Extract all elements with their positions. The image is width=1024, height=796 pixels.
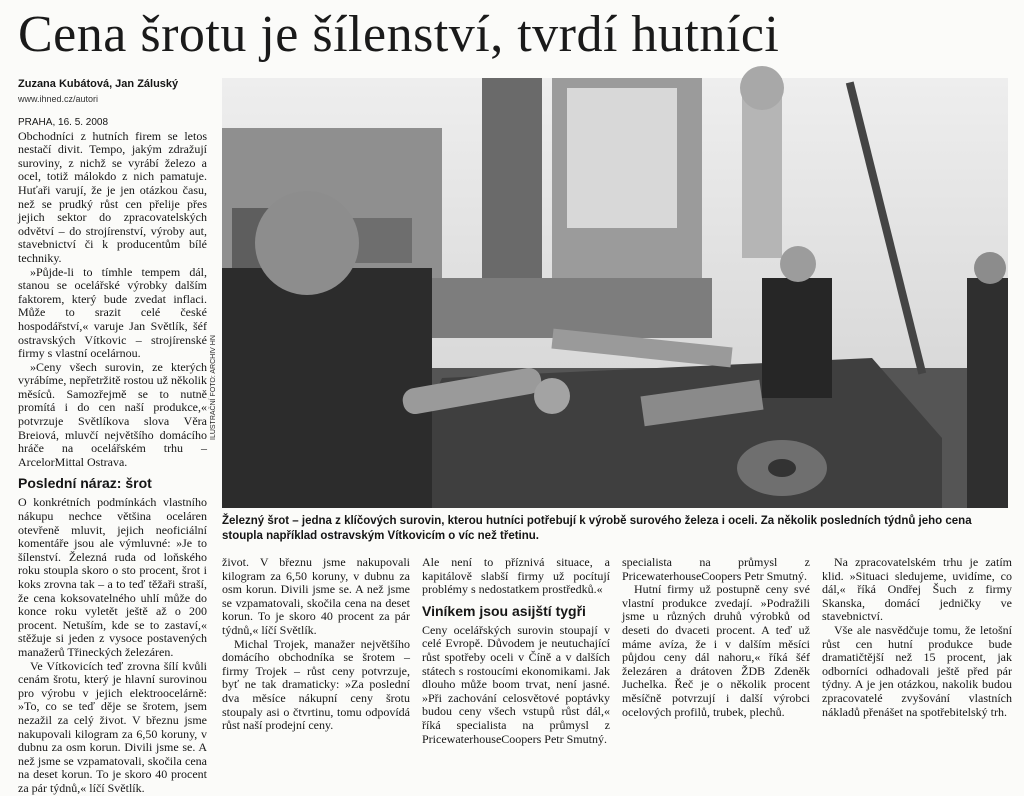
photo-credit: ILUSTRAČNÍ FOTO: ARCHIV HN — [210, 335, 217, 440]
paragraph: specialista na průmysl z PricewaterhouseCoopers Petr Smutný. — [622, 555, 810, 583]
paragraph: Michal Trojek, manažer největšího domácího obchodníka se šrotem – firmy Trojek – růst ceny potvrzuje, byť ne tak dramaticky: »Za poslední dva měsíce nákupní ceny šrotu stoupaly asi o čtvrtinu, tomu odpovídá růst naší prodejní ceny. — [222, 636, 410, 733]
scrap-photo — [222, 78, 1008, 508]
byline-authors: Zuzana Kubátová, Jan Záluský — [18, 78, 179, 90]
paragraph: život. V březnu jsme nakupovali kilogram za 6,50 koruny, v dubnu za osm korun. Divili jsme se. A než jsme se vzpamatovali, skočila cena na deset korun. To je skoro 40 procent za pár týdnů,« líčí Světlík. — [222, 555, 410, 637]
article-column-4 — [622, 556, 810, 746]
paragraph: Ale není to příznivá situace, a kapitálově slabší firmy už pocítují problémy s nedostatkem prostředků.« — [422, 555, 610, 597]
paragraph: »Půjde-li to tímhle tempem dál, stanou se ocelářské výrobky dalším faktorem, který bude zvedat inflaci. Může to srazit celé české hospodářství,« varuje Jan Světlík, šéf ostravských Vítkovic – strojírenské firmy s vlastní ocelárnou. — [18, 264, 207, 361]
photo-caption: Železný šrot – jedna z klíčových surovin, kterou hutníci potřebují k výrobě surového železa i oceli. Za několik posledních týdnů jeho cena stoupla například ostravským Vítkovicím o víc než třetinu. — [222, 515, 972, 542]
subheading: Poslední náraz: šrot — [18, 475, 152, 492]
paragraph: O konkrétních podmínkách vlastního nákupu nechce většina oceláren otevřeně mluvit, jejich neoficiální komentáře jsou ale výmluvné: »Je to šílenství. Železná ruda od loňského roku stoupla skoro o sto procent, šrot i koks zrovna tak – a to teď těžaři straší, že cena koksovatelného uhlí může do konce roku vyletět ještě až o 200 procent. Netuším, kde se to zastaví,« stěžuje si jeden z vysoce postavených manažerů Třineckých železáren. — [18, 495, 207, 659]
paragraph: Ceny ocelářských surovin stoupají v celé Evropě. Důvodem je neutuchající růst spotřeby oceli v Číně a v dalších státech s rostoucími ekonomikami. Jak dlouho může boom trvat, není jasné. »Při zachování celosvětové poptávky budou ceny všech vstupů růst dál,« říká specialista na průmysl z PricewaterhouseCoopers Petr Smutný. — [422, 622, 610, 746]
byline-link[interactable]: www.ihned.cz/autori — [18, 94, 99, 104]
paragraph: Na zpracovatelském trhu je zatím klid. »Situaci sledujeme, uvidíme, co dál,« říká Ondřej Šuch z firmy Skanska, domácí jedničky ve stavebnictví. — [822, 555, 1012, 624]
article-column-2 — [222, 556, 410, 746]
subheading: Viníkem jsou asijští tygři — [422, 602, 586, 619]
paragraph: »Ceny všech surovin, ze kterých vyrábíme, nepřetržitě rostou už několik měsíců. Samozřejmě se to nutně promítá i do cen naší produkce,« potvrzuje Světlíkova slova Věra Breiová, mluvčí největšího domácího hráče na ocelářském trhu – ArcelorMittal Ostrava. — [18, 359, 207, 469]
article-column-3 — [422, 556, 610, 746]
article-column-1 — [18, 116, 207, 795]
paragraph: Vše ale nasvědčuje tomu, že letošní růst cen hutní produkce bude dramatičtější než 15 procent, jak odborníci odhadovali ještě před pár týdny. A je jen otázkou, nakolik budou zpracovatelé zvyšování vlastních nákladů přenášet na spotřebitelský trh. — [822, 622, 1012, 719]
dateline: PRAHA, 16. 5. 2008 — [18, 117, 109, 128]
paragraph: Hutní firmy už postupně ceny své vlastní produkce zvedají. »Podražili jsme u různých druhů výrobků od deseti do dvaceti procent. A teď už máme avíza, že i v dalším měsíci půjdou ceny dál nahoru,« říká šéf železáren a drátoven ŽDB Zdeněk Juchelka. Řeč je o několik procent měsíčně potvrzují i další výrobci ocelových profilů, trubek, plechů. — [622, 582, 810, 719]
headline: Cena šrotu je šílenství, tvrdí hutníci — [18, 6, 780, 63]
article-column-5 — [822, 556, 1012, 746]
paragraph: Ve Vítkovicích teď zrovna šílí kvůli cenám šrotu, který je hlavní surovinou pro výrobu v jejich elektroocelárně: »To, co se teď děje se šrotem, jsem nezažil za celý život. V březnu jsme nakupovali kilogram za 6,50 koruny, v dubnu za osm korun. Divili jsme se. A než jsme se vzpamatovali, skočila cena na deset korun. To je skoro 40 procent za pár týdnů,« líčí Světlík. — [18, 658, 207, 795]
paragraph: Obchodníci z hutních firem se letos nestačí divit. Tempo, jakým zdražují suroviny, z nichž se vyrábí železo a ocel, totiž málokdo z nich pamatuje. Huťaři varují, že je jen otázkou času, než se prudký růst cen přelije přes jejich sektor do zpracovatelských odvětví – do strojírenství, výroby aut, stavebnictví či k producentům bílé techniky. — [18, 128, 207, 265]
